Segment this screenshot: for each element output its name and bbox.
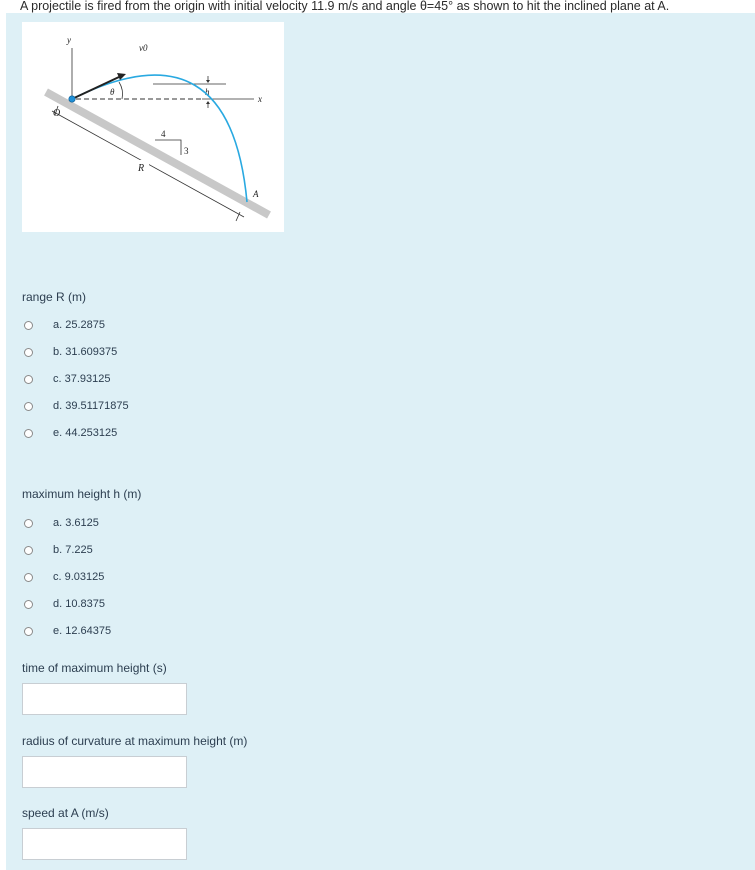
incline-plane — [46, 92, 269, 215]
option-label: d. 39.51171875 — [53, 400, 129, 412]
range-question-label: range R (m) — [22, 290, 87, 304]
radio-button-icon[interactable] — [24, 375, 33, 384]
radio-button-icon[interactable] — [24, 519, 33, 528]
trajectory-curve — [72, 75, 247, 202]
x-axis-label: x — [258, 94, 262, 104]
option-label: b. 7.225 — [53, 544, 93, 556]
max-height-option-b[interactable] — [24, 542, 93, 558]
radio-button-icon[interactable] — [24, 573, 33, 582]
speed-at-a-input[interactable] — [22, 828, 187, 860]
max-height-option-e[interactable] — [24, 623, 111, 639]
radio-button-icon[interactable] — [24, 546, 33, 555]
h-arrow-bottom-icon — [206, 101, 210, 104]
range-option-c[interactable] — [24, 371, 111, 387]
origin-label: O — [53, 108, 61, 119]
projectile-diagram — [22, 22, 284, 232]
max-height-option-a[interactable] — [24, 515, 99, 531]
radius-curvature-input[interactable] — [22, 756, 187, 788]
range-label: R — [138, 163, 145, 174]
radio-button-icon[interactable] — [24, 321, 33, 330]
slope-run-label: 4 — [161, 129, 166, 139]
radio-button-icon[interactable] — [24, 429, 33, 438]
h-label: h — [205, 87, 210, 97]
option-label: a. 25.2875 — [53, 319, 105, 331]
time-max-height-question-label: time of maximum height (s) — [22, 661, 167, 675]
option-label: a. 3.6125 — [53, 517, 99, 529]
range-option-e[interactable] — [24, 425, 117, 441]
projectile-figure — [22, 22, 284, 232]
speed-at-a-question-label: speed at A (m/s) — [22, 806, 109, 820]
question-text: A projectile is fired from the origin with initial velocity 11.9 m/s and angle θ=45° as shown to hit the inclined plane at A. — [20, 0, 670, 13]
radio-button-icon[interactable] — [24, 348, 33, 357]
h-arrow-top-icon — [206, 80, 210, 83]
option-label: b. 31.609375 — [53, 346, 118, 358]
option-label: e. 12.64375 — [53, 625, 112, 637]
range-option-a[interactable] — [24, 317, 105, 333]
slope-rise-label: 3 — [184, 146, 189, 156]
option-label: c. 9.03125 — [53, 571, 105, 583]
range-option-b[interactable] — [24, 344, 117, 360]
time-max-height-input[interactable] — [22, 683, 187, 715]
radio-button-icon[interactable] — [24, 402, 33, 411]
radio-button-icon[interactable] — [24, 600, 33, 609]
radius-curvature-question-label: radius of curvature at maximum height (m) — [22, 734, 248, 748]
max-height-option-d[interactable] — [24, 596, 105, 612]
origin-dot — [69, 96, 75, 102]
radio-button-icon[interactable] — [24, 627, 33, 636]
y-axis-label: y — [67, 35, 71, 45]
option-label: e. 44.253125 — [53, 427, 118, 439]
range-option-d[interactable] — [24, 398, 129, 414]
option-label: d. 10.8375 — [53, 598, 105, 610]
max-height-question-label: maximum height h (m) — [22, 487, 142, 501]
max-height-option-c[interactable] — [24, 569, 104, 585]
theta-arc — [119, 82, 123, 99]
v0-label: v0 — [139, 43, 148, 53]
impact-point-label: A — [253, 189, 259, 199]
theta-label: θ — [110, 87, 115, 97]
option-label: c. 37.93125 — [53, 373, 111, 385]
